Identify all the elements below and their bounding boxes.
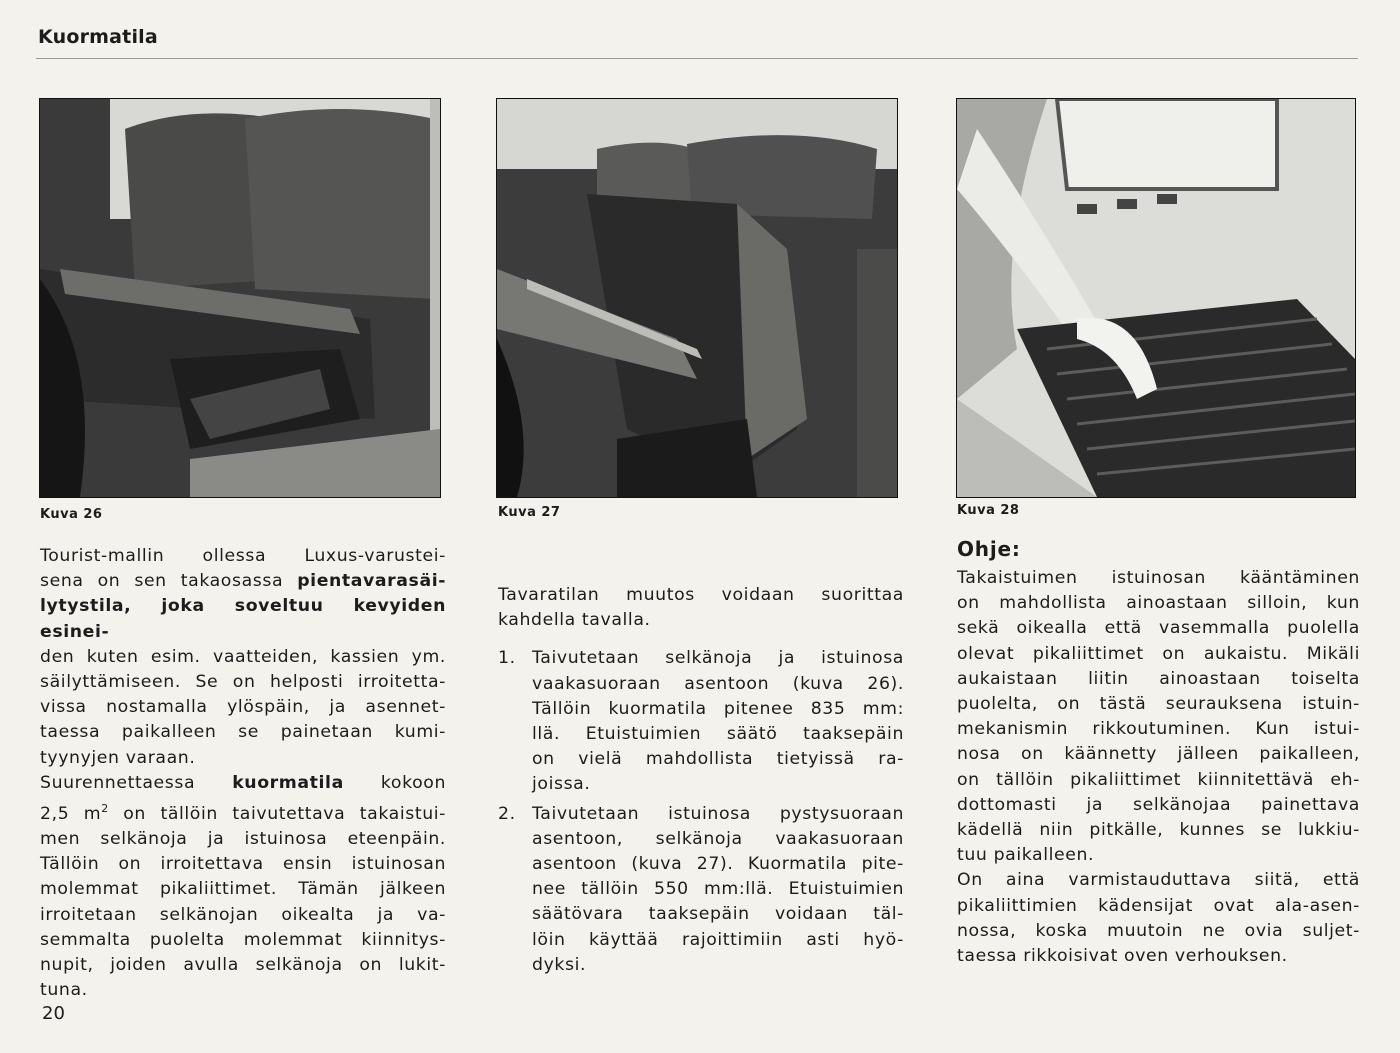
text-line: lytystila, joka soveltuu kevyiden esinei- <box>40 596 446 642</box>
figure-27-photo <box>496 98 898 498</box>
text-line: Taivutetaan selkänoja ja istuinosa <box>532 648 904 669</box>
text-line: irroitetaan selkänojan oikealta ja va- <box>40 904 446 925</box>
text-line: on mahdollista ainoastaan silloin, kun <box>957 593 1360 614</box>
list-item <box>498 646 904 797</box>
text-line: On aina varmistauduttava siitä, että <box>957 870 1360 891</box>
text-line: Tavaratilan muutos voidaan suorittaa <box>498 585 904 605</box>
figure-28-caption: Kuva 28 <box>957 503 1020 518</box>
text-line: semmalta puolelta molemmat kiinnitys- <box>40 929 446 950</box>
body-text-column-2 <box>498 583 904 982</box>
text-line: tuu paikalleen. <box>957 845 1095 866</box>
text-line: nupit, joiden avulla selkänoja on lukit- <box>40 955 446 976</box>
text-line: taessa rikkoisivat oven verhouksen. <box>957 946 1288 967</box>
header-rule <box>36 58 1358 59</box>
text-line: dyksi. <box>532 954 587 975</box>
text-line: dottomasti ja selkänojaa painettava <box>957 794 1360 815</box>
text-line: sena on sen takaosassa pientavarasäi- <box>40 571 446 592</box>
text-line: nosa on käännetty jälleen paikalleen, <box>957 744 1360 765</box>
text-line: vaakasuoraan asentoon (kuva 26). <box>532 673 904 694</box>
figure-26-photo <box>39 98 441 498</box>
text-line: pikaliittimien kädensijat ovat ala-asen- <box>957 895 1360 916</box>
text-line: Suurennettaessa kuormatila kokoon <box>40 772 446 793</box>
text-line: olevat pikaliittimet on aukaistu. Mikäli <box>957 643 1360 664</box>
text-line: joissa. <box>532 774 591 795</box>
figure-27-caption: Kuva 27 <box>498 505 561 520</box>
section-title: Kuormatila <box>38 26 158 48</box>
text-line: säätövara taaksepäin voidaan täl- <box>532 904 904 925</box>
text-line: Taivutetaan istuinosa pystysuoraan <box>532 803 904 824</box>
note-heading: Ohje: <box>957 537 1021 561</box>
text-line: asentoon (kuva 27). Kuormatila pite- <box>532 854 904 875</box>
text-line: on vielä mahdollista tietyissä ra- <box>532 749 904 770</box>
text-line: Takaistuimen istuinosan kääntäminen <box>957 568 1360 588</box>
steps-list <box>498 646 904 978</box>
text-line: on tällöin pikaliittimet kiinnitettävä eh- <box>957 769 1360 790</box>
list-number: 1. <box>498 648 516 669</box>
text-line: sekä oikealla että vasemmalla puolella <box>957 618 1360 639</box>
text-line: puolelta, on tästä seurauksena istuin- <box>957 694 1360 715</box>
text-line: Tällöin kuormatila pitenee 835 mm: <box>532 698 904 719</box>
text-line: aukaistaan liitin ainoastaan toiselta <box>957 668 1360 689</box>
figure-28-photo <box>956 98 1356 498</box>
text-line: 2,5 $m^2$ on tällöin taivutettava takaistui- <box>40 802 446 824</box>
text-line: tuna. <box>40 980 88 1001</box>
text-line: vissa nostamalla ylöspäin, ja asennet- <box>40 697 446 718</box>
text-line: säilyttämiseen. Se on helposti irroitetta- <box>40 672 446 693</box>
list-item <box>498 802 904 978</box>
text-line: den kuten esim. vaatteiden, kassien ym. <box>40 646 446 667</box>
text-line: llä. Etuistuimien säätö taaksepäin <box>532 724 904 745</box>
list-number: 2. <box>498 803 516 824</box>
superscript: 2 <box>101 802 109 816</box>
text-line: men selkänoja ja istuinosa eteenpäin. <box>40 829 446 849</box>
bold-term: pientavarasäi- <box>297 571 446 592</box>
text-line: löin käyttää rajoittimiin asti hyö- <box>532 929 904 950</box>
text-line: molemmat pikaliittimet. Tämän jälkeen <box>40 879 446 900</box>
figure-26-caption: Kuva 26 <box>40 507 103 522</box>
body-text-column-1 <box>40 544 446 1003</box>
text-line: Tällöin on irroitettava ensin istuinosan <box>40 854 446 875</box>
body-text-column-3 <box>957 566 1360 969</box>
text-line: nee tällöin 550 mm:llä. Etuistuimien <box>532 879 904 900</box>
text-line: taessa paikalleen se painetaan kumi- <box>40 722 446 743</box>
bold-term: kuormatila <box>232 772 344 793</box>
text-line: asentoon, selkänoja vaakasuoraan <box>532 828 904 849</box>
text-line: kahdella tavalla. <box>498 610 651 631</box>
text-line: tyynyjen varaan. <box>40 747 196 768</box>
page-number: 20 <box>42 1003 65 1024</box>
text-line: mekanismin rikkoutuminen. Kun istui- <box>957 719 1360 740</box>
text-line: kädellä niin pitkälle, kunnes se lukkiu- <box>957 820 1360 841</box>
text-line: Tourist-mallin ollessa Luxus-varustei- <box>40 546 446 566</box>
text-line: nossa, koska muutoin ne ovia suljet- <box>957 920 1360 941</box>
